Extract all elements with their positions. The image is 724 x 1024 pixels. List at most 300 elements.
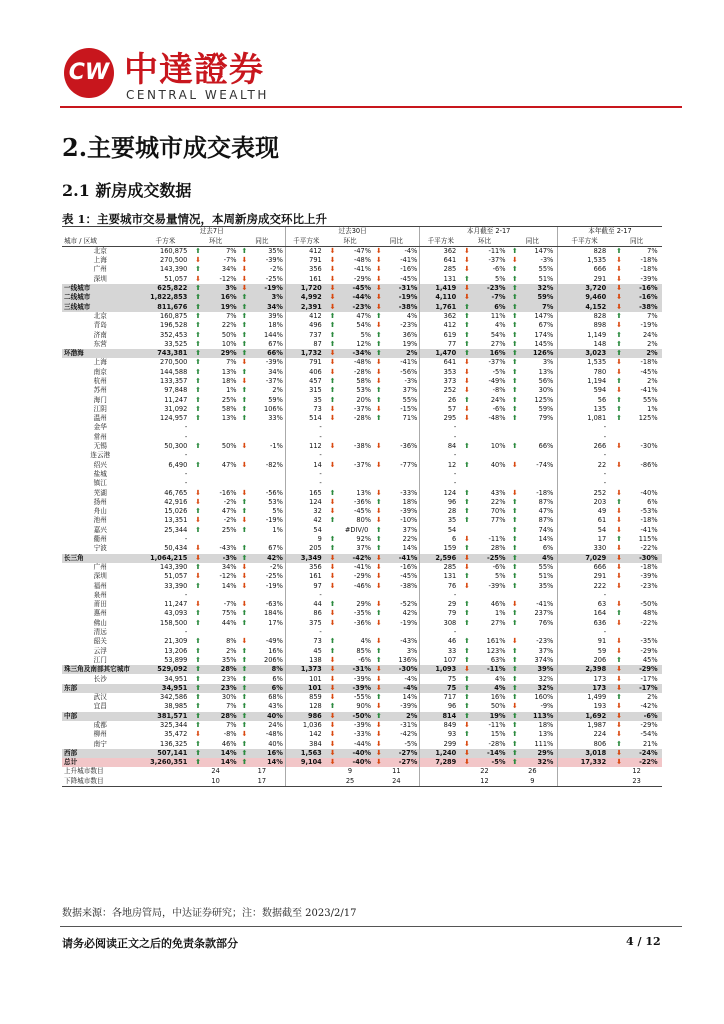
row-label: 温州 — [93, 414, 107, 423]
change-value: 2% — [272, 386, 283, 395]
table-cell — [508, 340, 558, 349]
table-cell: 54 — [557, 526, 611, 535]
table-cell: 285 — [420, 563, 461, 572]
arrow-up-icon: ⬆ — [195, 349, 202, 358]
change-value: -46% — [353, 581, 372, 590]
change-value: -53% — [640, 507, 658, 516]
change-value: 5% — [360, 330, 372, 339]
change-value: 66% — [538, 442, 554, 451]
table-cell — [239, 637, 286, 646]
arrow-down-icon: ⬇ — [616, 702, 623, 711]
arrow-down-icon: ⬇ — [511, 460, 518, 469]
table-cell — [611, 442, 662, 451]
table-cell: 148 — [557, 340, 611, 349]
table-cell: 3,260,351 — [139, 758, 193, 767]
change-value: -41% — [353, 265, 372, 274]
change-value: -6% — [492, 404, 506, 413]
table-row — [62, 646, 662, 655]
table-row — [62, 312, 662, 321]
table-cell — [192, 554, 239, 563]
row-label: 清远 — [93, 628, 107, 637]
row-label: 广州 — [93, 562, 107, 571]
arrow-down-icon: ⬇ — [241, 460, 248, 469]
change-value: 34% — [267, 302, 283, 311]
table-cell — [239, 554, 286, 563]
table-cell — [192, 758, 239, 767]
table-cell — [461, 247, 508, 257]
table-cell: 23 — [611, 777, 662, 787]
change-value: -11% — [488, 720, 506, 729]
table-cell — [192, 377, 239, 386]
row-label: 东营 — [93, 339, 107, 348]
change-value: 30% — [221, 693, 237, 702]
table-cell: 26 — [528, 767, 537, 776]
table-cell — [239, 330, 286, 339]
arrow-down-icon: ⬇ — [464, 265, 470, 274]
table-cell: - — [420, 423, 461, 432]
arrow-up-icon: ⬆ — [241, 330, 248, 339]
table-cell: 1,987 — [557, 721, 611, 730]
table-cell — [373, 284, 420, 293]
table-cell: 128 — [285, 702, 326, 711]
table-cell — [327, 684, 374, 693]
change-value: 87% — [538, 516, 554, 525]
table-row — [62, 442, 662, 451]
arrow-up-icon: ⬆ — [464, 395, 470, 404]
change-value: -43% — [219, 544, 237, 553]
change-value: -36% — [353, 497, 372, 506]
subsection-heading: 2.1 新房成交数据 — [62, 181, 192, 200]
change-value: 22% — [221, 321, 237, 330]
change-value: 144% — [264, 330, 283, 339]
table-cell: 4,110 — [420, 293, 461, 302]
arrow-up-icon: ⬆ — [464, 544, 470, 553]
table-cell — [508, 461, 558, 470]
table-cell — [327, 665, 374, 674]
arrow-up-icon: ⬆ — [375, 609, 382, 618]
table-cell — [373, 433, 420, 442]
arrow-up-icon: ⬆ — [195, 293, 202, 302]
table-cell — [373, 544, 420, 553]
table-cell — [611, 405, 662, 414]
arrow-up-icon: ⬆ — [511, 683, 518, 692]
table-cell — [611, 544, 662, 553]
table-cell: 160,875 — [160, 311, 188, 320]
table-cell — [239, 730, 286, 739]
table-row — [62, 433, 662, 442]
change-value: 92% — [356, 535, 372, 544]
table-cell — [461, 293, 508, 302]
table-cell — [508, 535, 558, 544]
arrow-up-icon: ⬆ — [464, 711, 470, 720]
table-cell — [239, 349, 286, 358]
table-cell: 6 — [420, 535, 461, 544]
change-value: 44% — [221, 618, 237, 627]
change-value: -5% — [404, 739, 418, 748]
change-value: -2% — [270, 265, 283, 274]
arrow-down-icon: ⬇ — [464, 553, 470, 562]
change-value: 42% — [402, 609, 418, 618]
table-cell — [373, 479, 420, 488]
table-cell: 1,732 — [285, 349, 326, 358]
change-value: 50% — [221, 330, 237, 339]
table-cell — [611, 581, 662, 590]
arrow-up-icon: ⬆ — [241, 553, 248, 562]
arrow-up-icon: ⬆ — [241, 758, 248, 767]
arrow-up-icon: ⬆ — [329, 488, 336, 497]
table-cell — [611, 284, 662, 293]
change-value: -42% — [352, 553, 372, 562]
table-cell — [508, 749, 558, 758]
table-cell: - — [285, 479, 326, 488]
table-cell: 412 — [285, 247, 326, 257]
arrow-up-icon: ⬆ — [464, 507, 470, 516]
change-value: 40% — [267, 711, 283, 720]
change-value: -16% — [400, 265, 418, 274]
table-cell: 1,036 — [285, 721, 326, 730]
table-cell — [239, 739, 286, 748]
table-row — [62, 581, 662, 590]
change-value: 7% — [226, 247, 237, 255]
table-row — [62, 395, 662, 404]
arrow-down-icon: ⬇ — [464, 358, 470, 367]
table-cell — [192, 349, 239, 358]
table-cell: 33 — [420, 646, 461, 655]
arrow-up-icon: ⬆ — [195, 377, 202, 385]
arrow-up-icon: ⬆ — [616, 377, 623, 385]
change-value: -40% — [352, 748, 372, 757]
change-value: 19% — [402, 339, 418, 348]
change-value: 2% — [226, 646, 237, 655]
table-cell — [192, 665, 239, 674]
change-value: -33% — [353, 730, 372, 739]
arrow-up-icon: ⬆ — [511, 395, 518, 404]
table-cell — [373, 498, 420, 507]
arrow-down-icon: ⬇ — [375, 302, 382, 311]
change-value: -39% — [265, 256, 283, 265]
table-cell — [508, 758, 558, 767]
table-cell — [239, 302, 286, 311]
arrow-down-icon: ⬇ — [464, 562, 470, 571]
arrow-up-icon: ⬆ — [241, 497, 248, 506]
table-cell: 352,453 — [160, 330, 188, 339]
table-cell: - — [184, 590, 188, 599]
arrow-up-icon: ⬆ — [241, 683, 248, 692]
table-cell: 373 — [420, 377, 461, 386]
change-value: 2% — [406, 711, 418, 720]
table-cell: 144,588 — [160, 367, 188, 376]
table-cell — [192, 544, 239, 553]
table-cell: 193 — [557, 702, 611, 711]
table-cell: 79 — [420, 609, 461, 618]
change-value: 59% — [538, 404, 554, 413]
table-cell — [611, 256, 662, 265]
change-value: 8% — [271, 665, 283, 674]
table-cell — [508, 377, 558, 386]
row-label: 长沙 — [93, 674, 107, 683]
arrow-down-icon: ⬇ — [616, 711, 623, 720]
arrow-up-icon: ⬆ — [375, 544, 382, 553]
change-value: -2% — [223, 497, 237, 506]
row-label: 武汉 — [93, 693, 107, 702]
table-cell — [239, 377, 286, 386]
table-cell: 3,349 — [285, 554, 326, 563]
change-value: -35% — [640, 637, 658, 646]
arrow-down-icon: ⬇ — [195, 274, 202, 283]
change-value: -56% — [265, 488, 283, 497]
table-cell — [508, 684, 558, 693]
table-cell: 51,057 — [164, 572, 188, 581]
table-cell — [327, 247, 374, 257]
arrow-up-icon: ⬆ — [511, 349, 518, 358]
change-value: 28% — [220, 711, 237, 720]
change-value: 3% — [542, 358, 554, 367]
summary-row — [62, 293, 662, 302]
table-cell — [508, 312, 558, 321]
change-value: 28% — [220, 665, 237, 674]
table-cell — [508, 516, 558, 525]
row-label: 无锡 — [93, 442, 107, 451]
change-value: 19% — [220, 302, 237, 311]
arrow-up-icon: ⬆ — [464, 693, 470, 702]
table-cell — [461, 275, 508, 284]
table-cell: 1,535 — [557, 256, 611, 265]
table-cell — [611, 470, 662, 479]
arrow-up-icon: ⬆ — [195, 507, 202, 516]
table-cell — [192, 674, 239, 683]
table-cell — [373, 712, 420, 721]
change-value: 35% — [221, 655, 237, 664]
arrow-down-icon: ⬇ — [195, 730, 202, 739]
change-value: 35% — [538, 581, 554, 590]
table-cell — [508, 423, 558, 432]
table-cell — [239, 414, 286, 423]
table-row — [62, 479, 662, 488]
arrow-down-icon: ⬇ — [511, 488, 518, 497]
arrow-down-icon: ⬇ — [375, 553, 382, 562]
row-label: 宁波 — [93, 544, 107, 553]
change-value: -39% — [400, 507, 418, 516]
table-cell — [508, 349, 558, 358]
table-cell — [461, 619, 508, 628]
table-cell — [373, 358, 420, 367]
arrow-down-icon: ⬇ — [195, 497, 202, 506]
arrow-up-icon: ⬆ — [511, 674, 518, 683]
table-cell — [557, 767, 611, 776]
arrow-up-icon: ⬆ — [241, 395, 248, 404]
table-cell — [461, 554, 508, 563]
change-value: 63% — [490, 655, 506, 664]
row-label: 南宁 — [93, 739, 107, 748]
table-row — [62, 330, 662, 339]
change-value: 59% — [537, 293, 554, 302]
change-value: -6% — [492, 265, 506, 274]
table-cell — [239, 693, 286, 702]
table-cell: 828 — [557, 247, 611, 257]
change-value: -9% — [540, 702, 554, 711]
page-header — [60, 42, 680, 110]
arrow-down-icon: ⬇ — [329, 414, 336, 423]
table-row — [62, 702, 662, 711]
arrow-up-icon: ⬆ — [195, 693, 202, 702]
change-value: -48% — [265, 730, 283, 739]
change-value: 2% — [647, 377, 658, 385]
change-value: 53% — [356, 386, 372, 395]
table-cell — [192, 368, 239, 377]
row-label: 总计 — [62, 758, 139, 767]
arrow-down-icon: ⬇ — [195, 516, 202, 525]
change-value: -52% — [400, 600, 418, 609]
row-label: 深圳 — [93, 572, 107, 581]
table-cell — [192, 358, 239, 367]
summary-row — [62, 665, 662, 674]
table-cell: - — [184, 628, 188, 637]
disclaimer-note: 请务必阅读正文之后的免责条款部分 — [62, 937, 238, 950]
row-label: 上升城市数目 — [64, 767, 104, 776]
arrow-up-icon: ⬆ — [511, 516, 518, 525]
change-value: -38% — [398, 302, 418, 311]
table-cell: 44 — [285, 600, 326, 609]
change-value: 47% — [221, 460, 237, 469]
change-value: -41% — [640, 386, 658, 395]
change-value: 13% — [538, 367, 554, 376]
change-value: -30% — [398, 665, 418, 674]
arrow-up-icon: ⬆ — [329, 321, 336, 330]
table-cell — [327, 358, 374, 367]
change-value: 34% — [221, 562, 237, 571]
arrow-down-icon: ⬇ — [375, 702, 382, 711]
arrow-down-icon: ⬇ — [329, 618, 336, 627]
table-cell: 33,525 — [164, 339, 188, 348]
row-label: 东部 — [62, 684, 139, 693]
table-cell: 514 — [285, 414, 326, 423]
arrow-up-icon: ⬆ — [329, 386, 336, 395]
change-value: 12% — [356, 339, 372, 348]
change-value: -23% — [352, 302, 372, 311]
arrow-up-icon: ⬆ — [511, 274, 518, 283]
change-value: -82% — [265, 460, 283, 469]
arrow-up-icon: ⬆ — [195, 637, 202, 646]
change-value: 76% — [538, 618, 554, 627]
table-cell — [461, 572, 508, 581]
table-cell: 135 — [557, 405, 611, 414]
table-cell — [327, 451, 374, 460]
table-cell — [139, 777, 193, 787]
arrow-down-icon: ⬇ — [195, 256, 202, 265]
table-row — [62, 674, 662, 683]
table-cell — [508, 712, 558, 721]
table-cell — [327, 544, 374, 553]
table-cell — [327, 739, 374, 748]
table-cell — [461, 377, 508, 386]
arrow-up-icon: ⬆ — [464, 655, 470, 664]
table-cell: 206 — [557, 656, 611, 665]
arrow-up-icon: ⬆ — [195, 265, 202, 274]
table-cell — [508, 358, 558, 367]
change-value: 5% — [272, 507, 283, 516]
arrow-up-icon: ⬆ — [241, 655, 248, 664]
arrow-down-icon: ⬇ — [375, 748, 382, 757]
table-cell — [327, 377, 374, 386]
table-cell: 1,194 — [557, 377, 611, 386]
arrow-up-icon: ⬆ — [511, 339, 518, 348]
arrow-down-icon: ⬇ — [375, 674, 382, 683]
table-cell — [327, 302, 374, 311]
table-row — [62, 377, 662, 386]
arrow-down-icon: ⬇ — [375, 256, 382, 265]
arrow-up-icon: ⬆ — [329, 600, 336, 609]
city-transaction-table — [62, 226, 662, 787]
table-cell — [192, 516, 239, 525]
change-value: 35% — [268, 247, 283, 255]
arrow-up-icon: ⬆ — [375, 414, 382, 423]
change-value: 24% — [268, 720, 283, 729]
arrow-down-icon: ⬇ — [329, 367, 336, 376]
change-value: 7% — [647, 247, 658, 255]
change-value: -3% — [540, 256, 554, 265]
row-label: 嘉兴 — [93, 525, 107, 534]
row-label: 绍兴 — [93, 460, 107, 469]
table-cell: 38,985 — [164, 702, 188, 711]
table-cell — [461, 340, 508, 349]
table-cell: 1,419 — [420, 284, 461, 293]
change-value: -27% — [398, 758, 418, 767]
arrow-down-icon: ⬇ — [329, 247, 336, 255]
change-value: 10% — [221, 339, 237, 348]
change-value: 19% — [489, 711, 506, 720]
arrow-down-icon: ⬇ — [329, 497, 336, 506]
change-value: -18% — [536, 488, 554, 497]
row-label: 济南 — [93, 330, 107, 339]
table-cell — [611, 516, 662, 525]
arrow-down-icon: ⬇ — [464, 665, 470, 674]
table-cell — [420, 777, 461, 787]
arrow-up-icon: ⬆ — [511, 711, 518, 720]
table-cell — [508, 293, 558, 302]
table-cell: 356 — [285, 563, 326, 572]
arrow-up-icon: ⬆ — [195, 562, 202, 571]
table-cell: 529,092 — [139, 665, 193, 674]
arrow-up-icon: ⬆ — [241, 702, 248, 711]
table-cell — [461, 433, 508, 442]
table-cell: 1,081 — [557, 414, 611, 423]
change-value: -11% — [488, 247, 506, 255]
arrow-up-icon: ⬆ — [464, 618, 470, 627]
arrow-down-icon: ⬇ — [616, 730, 623, 739]
column-header: 千平方米 — [420, 237, 461, 247]
arrow-down-icon: ⬇ — [375, 683, 382, 692]
table-cell — [327, 656, 374, 665]
arrow-down-icon: ⬇ — [241, 274, 248, 283]
arrow-up-icon: ⬆ — [511, 386, 518, 395]
table-cell: 1,470 — [420, 349, 461, 358]
table-cell: 780 — [557, 368, 611, 377]
table-cell — [508, 507, 558, 516]
arrow-down-icon: ⬇ — [616, 572, 623, 581]
arrow-up-icon: ⬆ — [195, 367, 202, 376]
table-cell — [192, 749, 239, 758]
change-value: -29% — [353, 572, 372, 581]
table-cell — [373, 330, 420, 339]
table-cell — [192, 563, 239, 572]
change-value: -37% — [265, 377, 283, 385]
table-cell — [239, 544, 286, 553]
table-cell: - — [285, 628, 326, 637]
table-cell — [461, 693, 508, 702]
change-value: -37% — [488, 358, 506, 367]
table-cell — [461, 358, 508, 367]
table-cell — [327, 749, 374, 758]
